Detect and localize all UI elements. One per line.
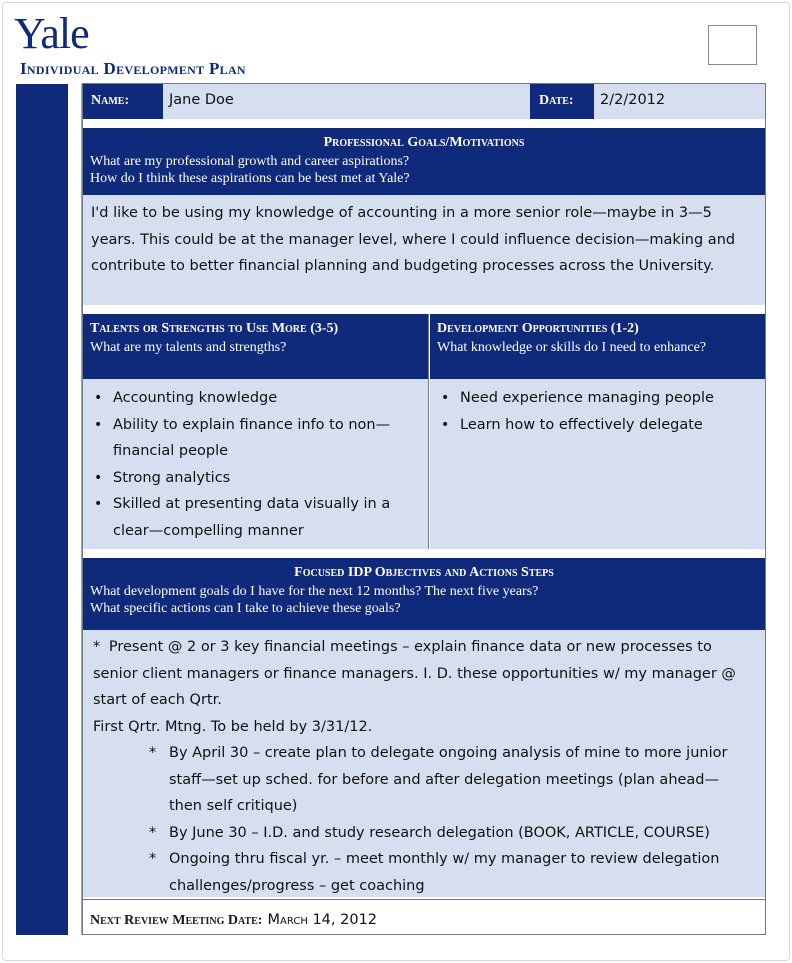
list-item: • Learn how to effectively delegate xyxy=(438,412,757,439)
talents-dev-header xyxy=(83,314,765,379)
list-item: • Need experience managing people xyxy=(438,385,757,412)
name-field[interactable]: Jane Doe xyxy=(163,84,530,119)
list-item: • Skilled at presenting data visually in a clear—compelling manner xyxy=(91,491,420,544)
asterisk-icon: * xyxy=(149,824,157,841)
document-title: Individual Development Plan xyxy=(20,59,246,78)
objectives-question-1: What development goals do I have for the next 12 months? The next five years? xyxy=(90,584,539,599)
first-quarter-note: First Qrtr. Mtng. To be held by 3/31/12. xyxy=(93,718,373,735)
goals-title: Professional Goals/Motivations xyxy=(323,135,525,150)
talents-list-panel[interactable] xyxy=(83,379,429,549)
talents-dev-body xyxy=(83,379,765,549)
list-item: • Ability to explain finance info to non—financial people xyxy=(91,412,420,465)
objectives-header xyxy=(83,558,765,630)
talents-title: Talents or Strengths to Use More (3-5) xyxy=(90,321,339,336)
talents-header xyxy=(83,314,429,379)
name-label: Name: xyxy=(83,84,163,119)
objective-main xyxy=(93,634,755,714)
asterisk-icon: * xyxy=(93,639,101,655)
next-review-row xyxy=(83,899,765,934)
yale-logo: Yale xyxy=(14,9,89,58)
action-step xyxy=(93,740,755,820)
objectives-question-2: What specific actions can I take to achieve these goals? xyxy=(90,601,401,616)
action-step-text: Ongoing thru fiscal yr. – meet monthly w/ my manager to review delegation challenges/progress – get coaching xyxy=(169,851,720,894)
development-title: Development Opportunities (1-2) xyxy=(437,321,639,336)
goals-question-2: How do I think these aspirations can be best met at Yale? xyxy=(90,171,410,186)
goals-header xyxy=(83,128,765,195)
development-question: What knowledge or skills do I need to enhance? xyxy=(437,340,707,355)
name-date-row xyxy=(83,84,765,119)
action-step-text: By June 30 – I.D. and study research delegation (BOOK, ARTICLE, COURSE) xyxy=(169,824,710,841)
date-label: Date: xyxy=(530,84,594,119)
talents-question: What are my talents and strengths? xyxy=(90,340,287,355)
asterisk-icon: * xyxy=(149,851,157,867)
date-field[interactable]: 2/2/2012 xyxy=(594,84,765,119)
action-step xyxy=(93,846,755,899)
left-accent-bar xyxy=(16,84,68,935)
talents-list xyxy=(83,379,428,550)
list-item: • Accounting knowledge xyxy=(91,385,420,412)
development-list-panel[interactable] xyxy=(430,379,765,549)
objective-main-text: Present @ 2 or 3 key financial meetings – explain finance data or new processes to senior client managers or finance managers. I. D. these opportunities w/ my manager @ start of each Qrtr. xyxy=(93,639,736,708)
action-step xyxy=(93,820,755,847)
next-review-date[interactable]: March 14, 2012 xyxy=(267,912,378,928)
goals-answer[interactable]: I'd like to be using my knowledge of accounting in a more senior role—maybe in 3—5 years. This could be at the manager level, where I could influence decision—making and contribute to better financial planning and budgeting processes across the University. xyxy=(83,195,765,305)
goals-question-1: What are my professional growth and career aspirations? xyxy=(90,154,410,169)
development-list xyxy=(430,379,765,444)
next-review-label: Next Review Meeting Date: xyxy=(90,913,263,928)
asterisk-icon: * xyxy=(149,745,157,761)
objectives-body[interactable] xyxy=(83,630,765,897)
action-step-text: By April 30 – create plan to delegate ongoing analysis of mine to more junior staff—set up sched. for before and after delegation meetings (plan ahead— then self critique) xyxy=(169,745,728,814)
corner-box xyxy=(708,25,757,65)
list-item: • Strong analytics xyxy=(91,465,420,492)
development-header xyxy=(430,314,765,379)
objectives-title: Focused IDP Objectives and Actions Steps xyxy=(294,565,554,580)
left-gutter xyxy=(68,84,82,935)
